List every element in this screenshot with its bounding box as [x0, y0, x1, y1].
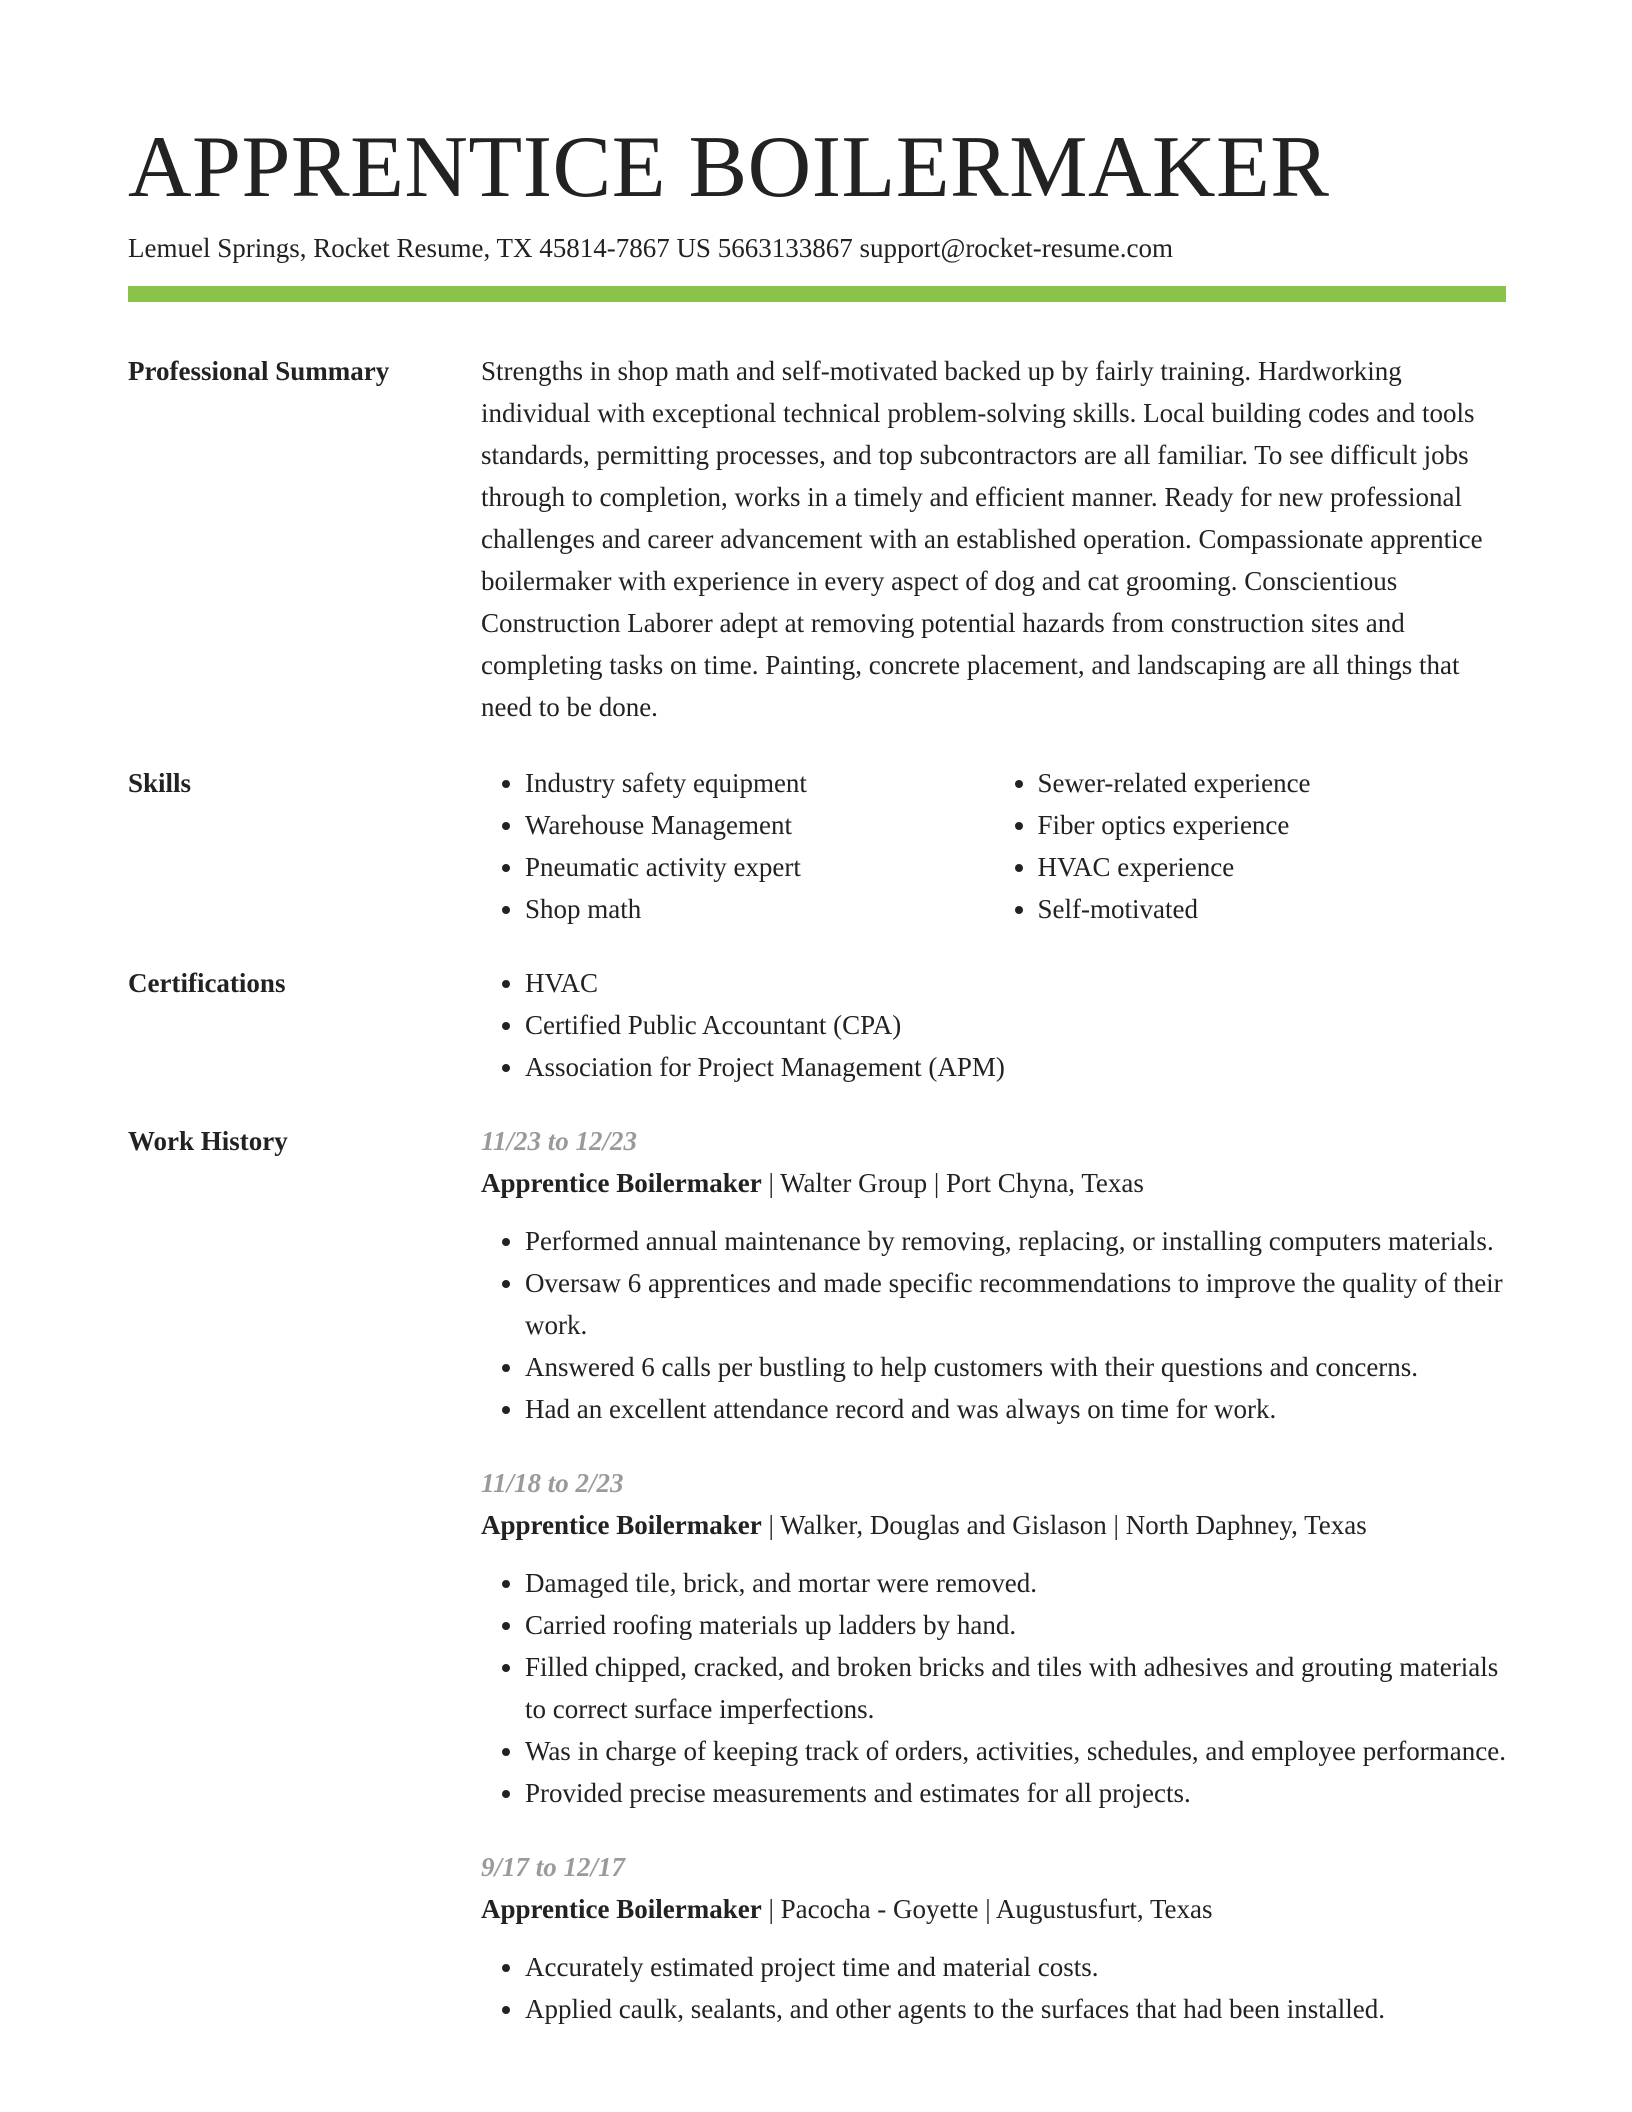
job-bullet: • Was in charge of keeping track of orders, activities, schedules, and employee performance.: [525, 1730, 1506, 1772]
certification-item: • Association for Project Management (APM): [525, 1046, 1506, 1088]
job-title: Apprentice Boilermaker: [481, 1510, 762, 1540]
summary-heading: Professional Summary: [128, 356, 390, 386]
job-bullet: • Carried roofing materials up ladders by hand.: [525, 1604, 1506, 1646]
summary-text: Strengths in shop math and self-motivated backed up by fairly training. Hardworking individual with exceptional technical problem-solving skills. Local building codes and tools standards, permitting processes, and top subcontractors are all familiar. To see difficult jobs through to completion, works in a timely and efficient manner. Ready for new professional challenges and career advancement with an established operation. Compassionate apprentice boilermaker with experience in every aspect of dog and cat grooming. Conscientious Construction Laborer adept at removing potential hazards from construction sites and completing tasks on time. Painting, concrete placement, and landscaping are all things that need to be done.: [481, 356, 1483, 722]
skills-list-left: [481, 762, 994, 930]
job-bullets: [481, 1562, 1506, 1814]
job-bullets: [481, 1220, 1506, 1430]
skill-item: • Shop math: [525, 888, 994, 930]
resume-name: APPRENTICE BOILERMAKER: [128, 119, 1330, 216]
job-dates: 11/18 to 2/23: [481, 1468, 624, 1498]
job-bullet: • Answered 6 calls per bustling to help customers with their questions and concerns.: [525, 1346, 1506, 1388]
job-dates: 9/17 to 12/17: [481, 1852, 626, 1882]
skill-item: • HVAC experience: [1038, 846, 1507, 888]
job-header: [481, 1162, 1506, 1204]
skill-item: • Fiber optics experience: [1038, 804, 1507, 846]
job-details: | Walter Group | Port Chyna, Texas: [761, 1168, 1144, 1198]
certifications-section: [481, 962, 1506, 1088]
job-header: [481, 1504, 1506, 1546]
job-bullets: [481, 1946, 1506, 2030]
summary-section: [481, 350, 1506, 728]
work-history-heading: Work History: [128, 1126, 288, 1156]
skills-heading: Skills: [128, 768, 192, 798]
accent-divider: [128, 286, 1506, 302]
skills-section: [481, 762, 1506, 930]
certifications-heading: Certifications: [128, 968, 286, 998]
job-dates: 11/23 to 12/23: [481, 1126, 638, 1156]
job-entry: [481, 1846, 1506, 2030]
job-bullet: • Had an excellent attendance record and was always on time for work.: [525, 1388, 1506, 1430]
job-entry: [481, 1462, 1506, 1814]
certifications-list: [481, 962, 1506, 1088]
job-entry: [481, 1120, 1506, 1430]
job-bullet: • Filled chipped, cracked, and broken bricks and tiles with adhesives and grouting materials to correct surface imperfections.: [525, 1646, 1506, 1730]
job-bullet: • Performed annual maintenance by removing, replacing, or installing computers materials.: [525, 1220, 1506, 1262]
certification-item: • Certified Public Accountant (CPA): [525, 1004, 1506, 1046]
skill-item: • Pneumatic activity expert: [525, 846, 994, 888]
job-header: [481, 1888, 1506, 1930]
job-title: Apprentice Boilermaker: [481, 1894, 762, 1924]
skill-item: • Industry safety equipment: [525, 762, 994, 804]
work-history-section: [481, 1120, 1506, 2062]
job-details: | Walker, Douglas and Gislason | North Daphney, Texas: [761, 1510, 1367, 1540]
job-title: Apprentice Boilermaker: [481, 1168, 762, 1198]
skills-list-right: [994, 762, 1507, 930]
job-details: | Pacocha - Goyette | Augustusfurt, Texas: [761, 1894, 1213, 1924]
job-bullet: • Applied caulk, sealants, and other agents to the surfaces that had been installed.: [525, 1988, 1506, 2030]
contact-line: Lemuel Springs, Rocket Resume, TX 45814-7867 US 5663133867 support@rocket-resume.com: [128, 233, 1173, 263]
skill-item: • Self-motivated: [1038, 888, 1507, 930]
skill-item: • Sewer-related experience: [1038, 762, 1507, 804]
certification-item: • HVAC: [525, 962, 1506, 1004]
job-bullet: • Accurately estimated project time and material costs.: [525, 1946, 1506, 1988]
job-bullet: • Oversaw 6 apprentices and made specific recommendations to improve the quality of their work.: [525, 1262, 1506, 1346]
skill-item: • Warehouse Management: [525, 804, 994, 846]
job-bullet: • Damaged tile, brick, and mortar were removed.: [525, 1562, 1506, 1604]
job-bullet: • Provided precise measurements and estimates for all projects.: [525, 1772, 1506, 1814]
